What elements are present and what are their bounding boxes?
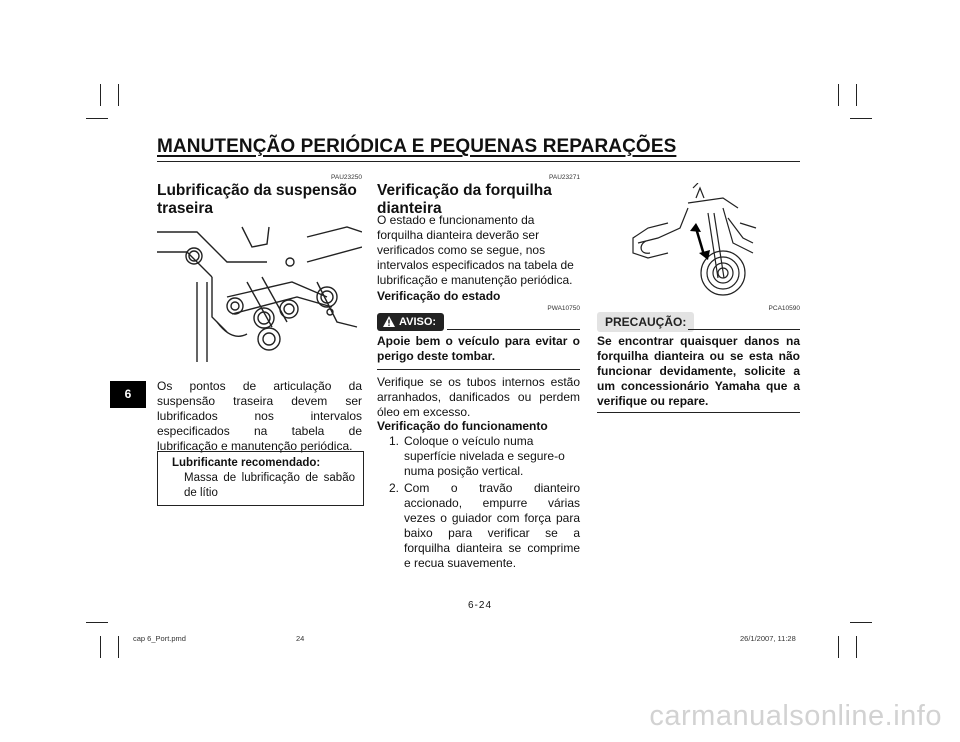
chapter-tab: 6 [110,381,146,408]
caution-end-rule [597,412,800,413]
warning-end-rule [377,369,580,370]
section-ref: PAU23250 [331,174,362,181]
step-text: Com o travão dianteiro accionado, empurre várias vezes o guiador com força para baixo para verificar se a forquilha dianteira se comprime e recua suavemente. [404,481,580,570]
warning-rule [447,329,580,330]
lubricant-label: Lubrificante recomendado: [172,457,321,469]
warning-text: Apoie bem o veículo para evitar o perigo deste tombar. [377,334,580,363]
crop-mark [118,84,119,106]
list-item [377,434,580,479]
lubricant-value: Massa de lubrificação de sabão de lítio [184,472,355,499]
page-number: 6-24 [467,600,492,611]
footer-date: 26/1/2007, 11:28 [740,634,796,643]
check-text: Verifique se os tubos internos estão arranhados, danificados ou perdem óleo em excesso. [377,375,580,419]
section-ref: PAU23271 [549,174,580,181]
warning-badge [377,312,444,331]
crop-mark [838,636,839,658]
warning-label: AVISO: [399,316,437,328]
caution-badge [597,312,694,332]
crop-mark [856,636,857,658]
crop-mark [100,84,101,106]
subheading-condition: Verificação do estado [377,289,501,303]
caution-ref: PCA10590 [768,305,800,312]
step-number: 2. [388,481,399,495]
section-heading: Verificação da forquilha dianteira [377,182,552,217]
crop-mark [86,118,108,119]
footer-file: cap 6_Port.pmd [133,634,186,643]
page-title: MANUTENÇÃO PERIÓDICA E PEQUENAS REPARAÇÕES [157,136,677,157]
steps-list [377,434,580,571]
lubricant-box [157,451,364,506]
front-fork-illustration [628,183,758,298]
crop-mark [100,636,101,658]
section-heading: Lubrificação da suspensão traseira [157,182,357,217]
warning-ref: PWA10750 [547,305,580,312]
caution-text: Se encontrar quaisquer danos na forquilha dianteira ou se esta não funcionar devidamente, solicite a um concessionário Yamaha que a verifique ou repare. [597,334,800,408]
warning-icon [383,316,395,330]
rear-suspension-illustration [157,222,362,362]
watermark: carmanualsonline.info [649,700,942,732]
list-item [377,481,580,571]
crop-mark [850,118,872,119]
section-intro: O estado e funcionamento da forquilha dianteira deverão ser verificados como se segue, nos intervalos especificados na tabela de lubrificação e manutenção periódica. [377,213,574,287]
step-text: Coloque o veículo numa superfície nivelada e segure-o numa posição vertical. [404,434,565,478]
subheading-operation: Verificação do funcionamento [377,419,548,433]
crop-mark [86,622,108,623]
caution-label: PRECAUÇÃO: [597,312,694,332]
step-number: 1. [388,434,399,448]
crop-mark [838,84,839,106]
crop-mark [118,636,119,658]
title-rule [157,161,800,162]
footer-page: 24 [296,634,305,643]
section-body: Os pontos de articulação da suspensão traseira devem ser lubrificados nos intervalos especificados na tabela de lubrificação e manutenção periódica. [157,379,362,453]
caution-rule [688,329,800,330]
crop-mark [850,622,872,623]
crop-mark [856,84,857,106]
